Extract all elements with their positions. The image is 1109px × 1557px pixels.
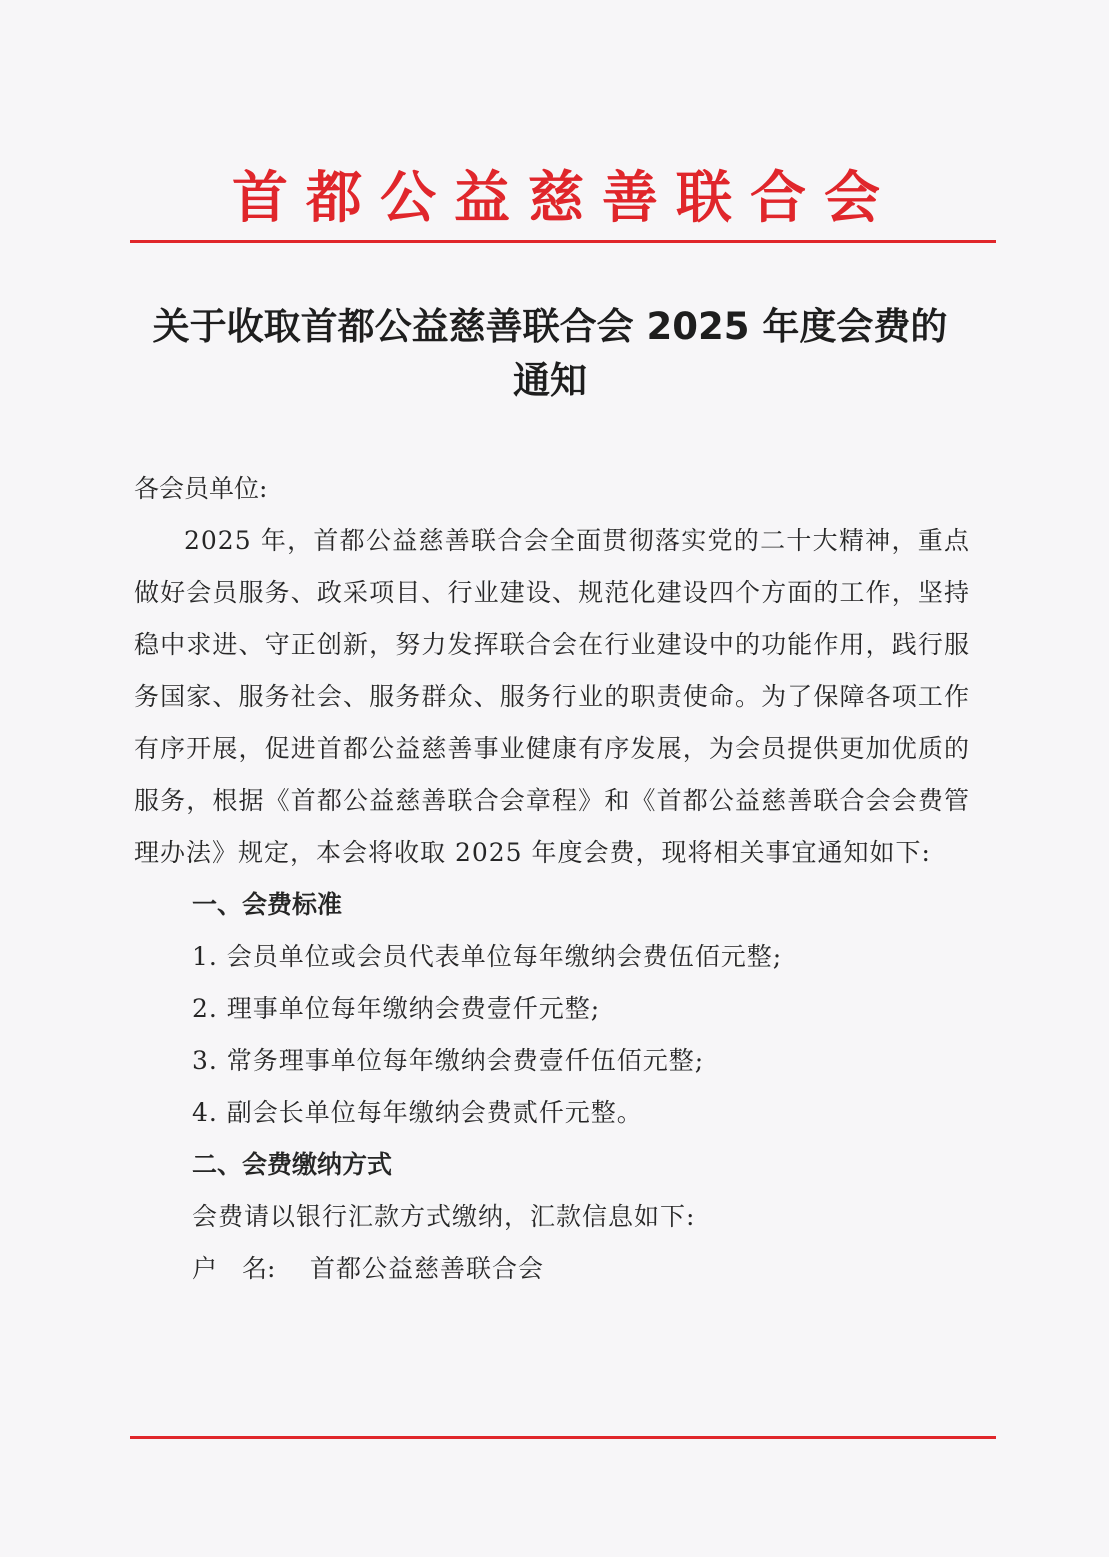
masthead-red-rule [130,240,996,243]
account-name-value: 首都公益慈善联合会 [310,1254,545,1283]
document-title [125,300,975,408]
fee-item: 3. 常务理事单位每年缴纳会费壹仟伍佰元整; [192,1046,705,1075]
account-name-row [134,1243,970,1295]
salutation: 各会员单位: [134,474,268,503]
fee-item: 4. 副会长单位每年缴纳会费贰仟元整。 [192,1098,643,1127]
organization-masthead: 首都公益慈善联合会 [232,165,898,231]
account-name-label: 户 名: [192,1254,276,1283]
document-title-line-1: 关于收取首都公益慈善联合会 2025 年度会费的 [152,305,948,348]
section-heading-fee-standard: 一、会费标准 [192,890,343,919]
document-title-line-2: 通知 [513,359,587,402]
payment-intro: 会费请以银行汇款方式缴纳，汇款信息如下: [192,1202,696,1231]
intro-paragraph: 2025 年，首都公益慈善联合会全面贯彻落实党的二十大精神，重点做好会员服务、政采项目、行业建设、规范化建设四个方面的工作，坚持稳中求进、守正创新，努力发挥联合会在行业建设中的功能作用，践行服务国家、服务社会、服务群众、服务行业的职责使命。为了保障各项工作有序开展，促进首都公益慈善事业健康有序发展，为会员提供更加优质的服务，根据《首都公益慈善联合会章程》和《首都公益慈善联合会会费管理办法》规定，本会将收取 2025 年度会费，现将相关事宜通知如下: [134,526,970,867]
fee-item: 1. 会员单位或会员代表单位每年缴纳会费伍佰元整; [192,942,783,971]
document-body [134,463,970,1295]
section-heading-payment-method: 二、会费缴纳方式 [192,1150,393,1179]
fee-item: 2. 理事单位每年缴纳会费壹仟元整; [192,994,601,1023]
footer-red-rule [130,1436,996,1439]
